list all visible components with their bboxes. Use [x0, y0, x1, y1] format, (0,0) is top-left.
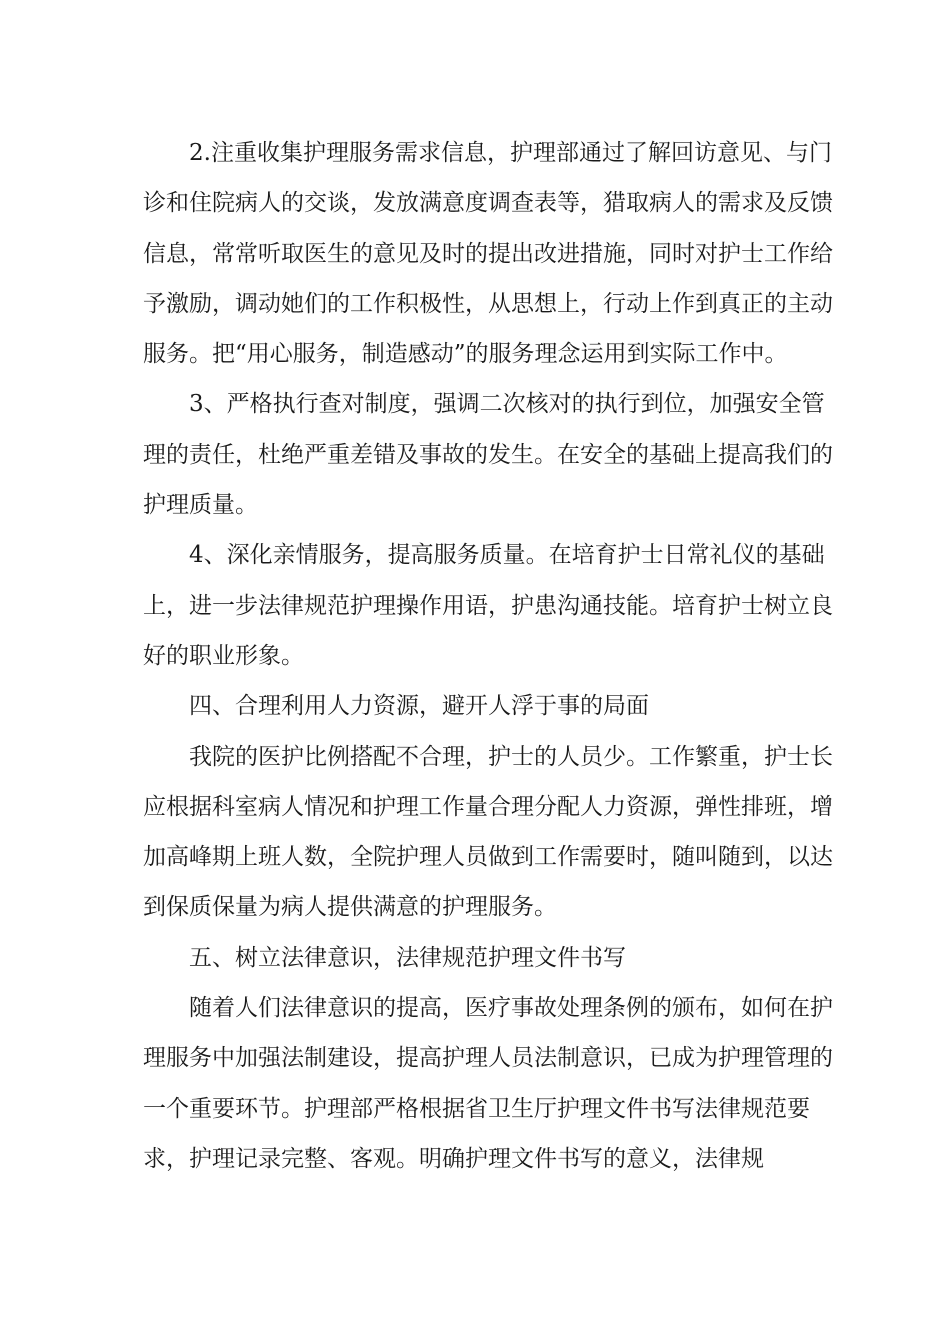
section-heading-legal-awareness: 五、树立法律意识，法律规范护理文件书写	[189, 944, 626, 971]
paragraph-verification-system: 3、严格执行查对制度，强调二次核对的执行到位，加强安全管理的责任，杜绝严重差错及事故的发生。在安全的基础上提高我们的护理质量。	[143, 391, 833, 519]
paragraph-family-care-service: 4、深化亲情服务，提高服务质量。在培育护士日常礼仪的基础上，进一步法律规范护理操作用语，护患沟通技能。培育护士树立良好的职业形象。	[143, 542, 833, 669]
paragraph-service-needs: 2.注重收集护理服务需求信息，护理部通过了解回访意见、与门诊和住院病人的交谈，发放满意度调查表等，猎取病人的需求及反馈信息，常常听取医生的意见及时的提出改进措施，同时对护士工作给予激励，调动她们的工作积极性，从思想上，行动上作到真正的主动服务。把“用心服务，制造感动”的服务理念运用到实际工作中。	[143, 140, 833, 368]
paragraph-legal-documentation: 随着人们法律意识的提高，医疗事故处理条例的颁布，如何在护理服务中加强法制建设，提高护理人员法制意识，已成为护理管理的一个重要环节。护理部严格根据省卫生厅护理文件书写法律规范要求，护理记录完整、客观。明确护理文件书写的意义，法律规	[143, 995, 833, 1172]
paragraph-staffing: 我院的医护比例搭配不合理，护士的人员少。工作繁重，护士长应根据科室病人情况和护理工作量合理分配人力资源，弹性排班，增加高峰期上班人数，全院护理人员做到工作需要时，随叫随到，以达到保质保量为病人提供满意的护理服务。	[143, 743, 833, 921]
section-heading-human-resources: 四、合理利用人力资源，避开人浮于事的局面	[189, 693, 649, 720]
